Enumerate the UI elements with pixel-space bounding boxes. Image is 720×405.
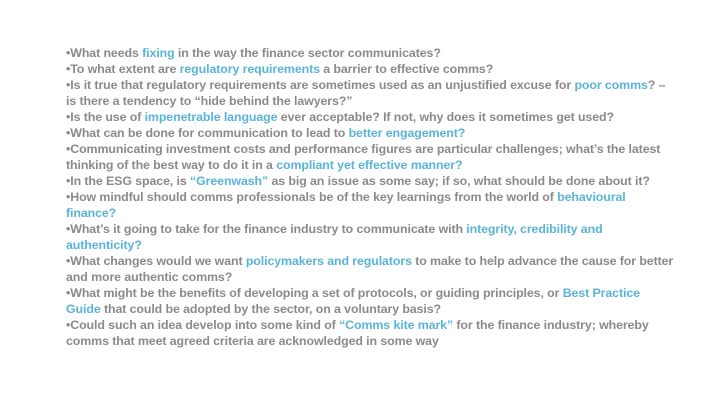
question-item	[66, 125, 676, 141]
highlighted-phrase: impenetrable language	[144, 110, 278, 124]
question-text: to make to help advance the cause for better and more authentic comms?	[66, 254, 674, 284]
highlighted-phrase: “Comms kite mark”	[339, 318, 454, 332]
question-text: in the way the finance sector communicates?	[174, 46, 441, 60]
question-text: •What changes would we want	[66, 254, 246, 268]
question-text: •Is the use of	[66, 110, 145, 124]
question-text: •Could such an idea develop into some kind of	[66, 318, 340, 332]
highlighted-phrase: Best Practice Guide	[66, 286, 640, 316]
question-text: •Is it true that regulatory requirements are sometimes used as an unjustified excuse for	[66, 78, 575, 92]
question-text: •Communicating investment costs and performance figures are particular challenges; what’s the latest thinking of the best way to do it in a	[66, 142, 661, 172]
question-text: •What can be done for communication to lead to	[66, 126, 349, 140]
question-item	[66, 61, 676, 77]
question-text: a barrier to effective comms?	[319, 62, 494, 76]
highlighted-phrase: integrity, credibility and authenticity?	[66, 222, 603, 252]
question-item	[66, 317, 676, 349]
question-item	[66, 109, 676, 125]
highlighted-phrase: regulatory requirements	[179, 62, 320, 76]
question-text: •What needs	[66, 46, 143, 60]
question-text: •What might be the benefits of developing a set of protocols, or guiding principles, or	[66, 286, 563, 300]
question-text: ? – is there a tendency to “hide behind the lawyers?”	[66, 78, 666, 108]
highlighted-phrase: policymakers and regulators	[245, 254, 412, 268]
question-text: •What’s it going to take for the finance industry to communicate with	[66, 222, 467, 236]
question-text: that could be adopted by the sector, on a voluntary basis?	[100, 302, 442, 316]
question-item	[66, 141, 676, 173]
highlighted-phrase: compliant yet effective manner?	[276, 158, 463, 172]
question-text: •To what extent are	[66, 62, 180, 76]
question-item	[66, 77, 676, 109]
question-text: for the finance industry; whereby comms that meet agreed criteria are acknowledged in some way	[66, 318, 649, 348]
highlighted-phrase: “Greenwash”	[190, 174, 269, 188]
highlighted-phrase: poor comms	[574, 78, 648, 92]
question-list	[66, 45, 676, 349]
highlighted-phrase: behavioural finance?	[66, 190, 626, 220]
highlighted-phrase: better engagement?	[348, 126, 466, 140]
question-text: •In the ESG space, is	[66, 174, 191, 188]
question-item	[66, 189, 676, 221]
highlighted-phrase: fixing	[142, 46, 175, 60]
question-item	[66, 45, 676, 61]
question-text: ever acceptable? If not, why does it sometimes get used?	[277, 110, 614, 124]
question-item	[66, 221, 676, 253]
question-text: as big an issue as some say; if so, what should be done about it?	[268, 174, 650, 188]
question-item	[66, 285, 676, 317]
question-item	[66, 253, 676, 285]
question-text: •How mindful should comms professionals be of the key learnings from the world of	[66, 190, 558, 204]
question-item	[66, 173, 676, 189]
